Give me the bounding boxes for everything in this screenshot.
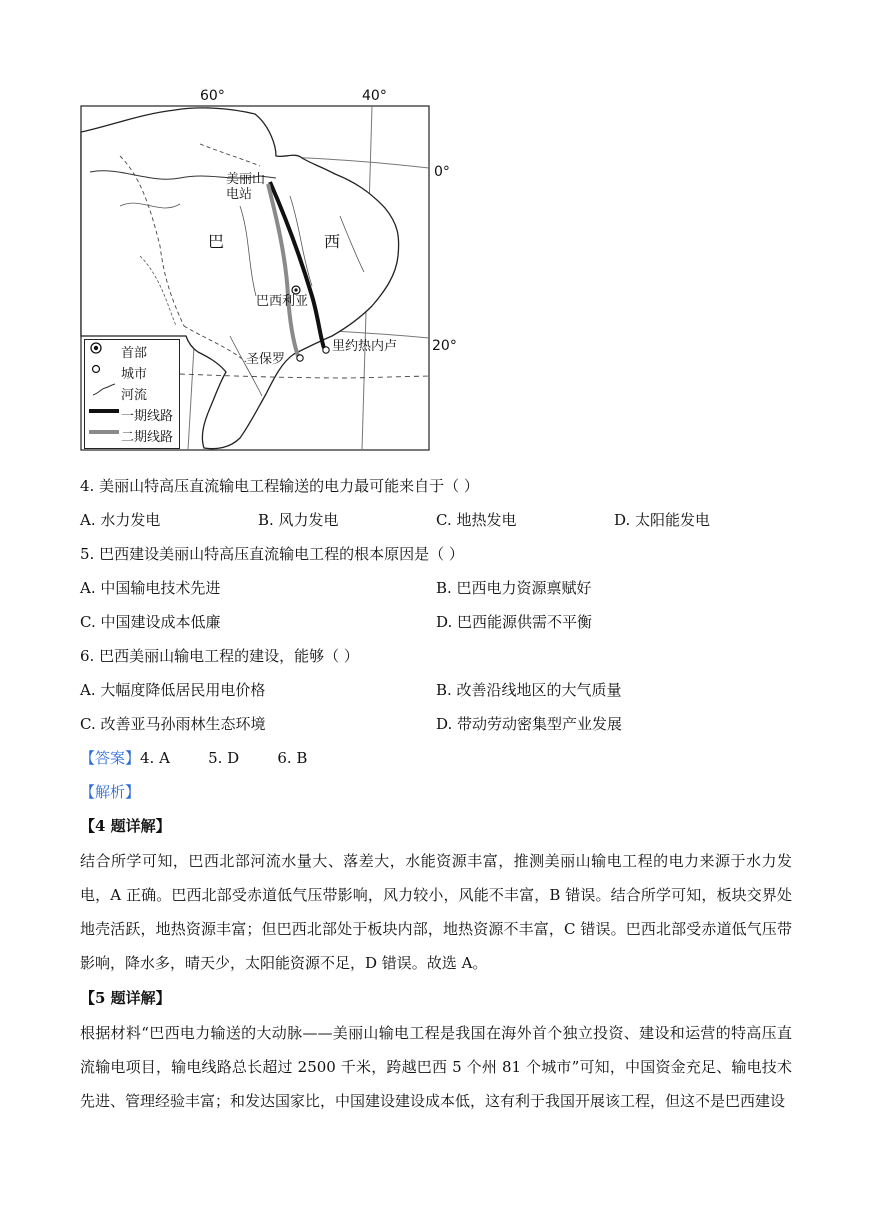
- lat-20-label: 20°: [432, 338, 457, 354]
- rio-city-icon: [323, 347, 329, 353]
- question-4-option-b: B. 风力发电: [258, 511, 339, 529]
- question-6-option-b: B. 改善沿线地区的大气质量: [436, 681, 622, 699]
- phase2-line-icon: [89, 428, 119, 442]
- legend-label: 城市: [121, 366, 148, 382]
- legend-item-phase2: [89, 425, 173, 445]
- lat-0-label: 0°: [434, 164, 450, 180]
- answer-values: 4. A 5. D 6. B: [140, 749, 308, 767]
- detail-5-label: 【5 题详解】: [80, 989, 171, 1007]
- country-char-ba: 巴: [208, 232, 225, 251]
- rio-label: 里约热内卢: [332, 339, 398, 354]
- phase1-line-icon: [89, 407, 119, 421]
- brazil-map: [80, 86, 470, 452]
- detail-4-text: 结合所学可知，巴西北部河流水量大、落差大，水能资源丰富，推测美丽山输电工程的电力来源于水力发电，A 正确。巴西北部受赤道低气压带影响，风力较小，风能不丰富，B 错误。结合所学可知，板块交界处地壳活跃，地热资源丰富；但巴西北部处于板块内部，地热资源不丰富，C 错误。巴西北部受赤道低气压带影响，降水多，晴天少，太阳能资源不足，D 错误。故选 A。: [80, 852, 792, 972]
- question-5-option-a: A. 中国输电技术先进: [80, 579, 221, 597]
- capital-icon: [89, 344, 119, 358]
- saopaulo-label: 圣保罗: [246, 352, 286, 367]
- legend-item-phase1: [89, 404, 173, 424]
- legend-label: 河流: [121, 387, 148, 403]
- capital-dot: [294, 288, 297, 291]
- lon-60-label: 60°: [200, 88, 225, 104]
- river-icon: [89, 386, 119, 400]
- legend-label: 一期线路: [121, 408, 174, 424]
- city-icon: [89, 365, 119, 379]
- saopaulo-city-icon: [297, 355, 303, 361]
- analysis-label: [80, 782, 140, 802]
- plant-label: 美丽山 电站: [226, 172, 266, 202]
- question-5-stem: 5. 巴西建设美丽山特高压直流输电工程的根本原因是（ ）: [80, 545, 464, 563]
- country-char-xi: 西: [324, 232, 341, 251]
- question-4-option-a: A. 水力发电: [80, 511, 161, 529]
- question-4-option-c: C. 地热发电: [436, 511, 517, 529]
- legend-item-capital: [89, 341, 147, 361]
- question-6-option-d: D. 带动劳动密集型产业发展: [436, 715, 623, 733]
- legend-item-river: [89, 383, 147, 403]
- detail-4-label: 【4 题详解】: [80, 817, 171, 835]
- answer-label: 【答案】: [80, 749, 141, 767]
- answer-line: [80, 748, 307, 768]
- question-6-stem: 6. 巴西美丽山输电工程的建设，能够（ ）: [80, 647, 359, 665]
- question-4-stem: 4. 美丽山特高压直流输电工程输送的电力最可能来自于（ ）: [80, 477, 479, 495]
- legend-label: 首部: [121, 345, 148, 361]
- question-6-option-a: A. 大幅度降低居民用电价格: [80, 681, 266, 699]
- question-4-option-d: D. 太阳能发电: [614, 511, 711, 529]
- analysis-label-text: 【解析】: [80, 783, 141, 801]
- question-6-option-c: C. 改善亚马孙雨林生态环境: [80, 715, 266, 733]
- legend-item-city: [89, 362, 147, 382]
- capital-label: 巴西利亚: [256, 294, 309, 309]
- question-5-option-d: D. 巴西能源供需不平衡: [436, 613, 593, 631]
- question-5-option-b: B. 巴西电力资源禀赋好: [436, 579, 592, 597]
- legend-label: 二期线路: [121, 429, 174, 445]
- map-legend: [84, 339, 180, 449]
- detail-5-text: 根据材料“巴西电力输送的大动脉——美丽山输电工程是我国在海外首个独立投资、建设和运营的特高压直流输电项目，输电线路总长超过 2500 千米，跨越巴西 5 个州 81 个城市”可知，中国资金充足、输电技术先进、管理经验丰富；和发达国家比，中国建设建设成本低，这有利于我国开展该工程，但这不是巴西建设: [80, 1024, 792, 1110]
- lon-40-label: 40°: [362, 88, 387, 104]
- question-5-option-c: C. 中国建设成本低廉: [80, 613, 221, 631]
